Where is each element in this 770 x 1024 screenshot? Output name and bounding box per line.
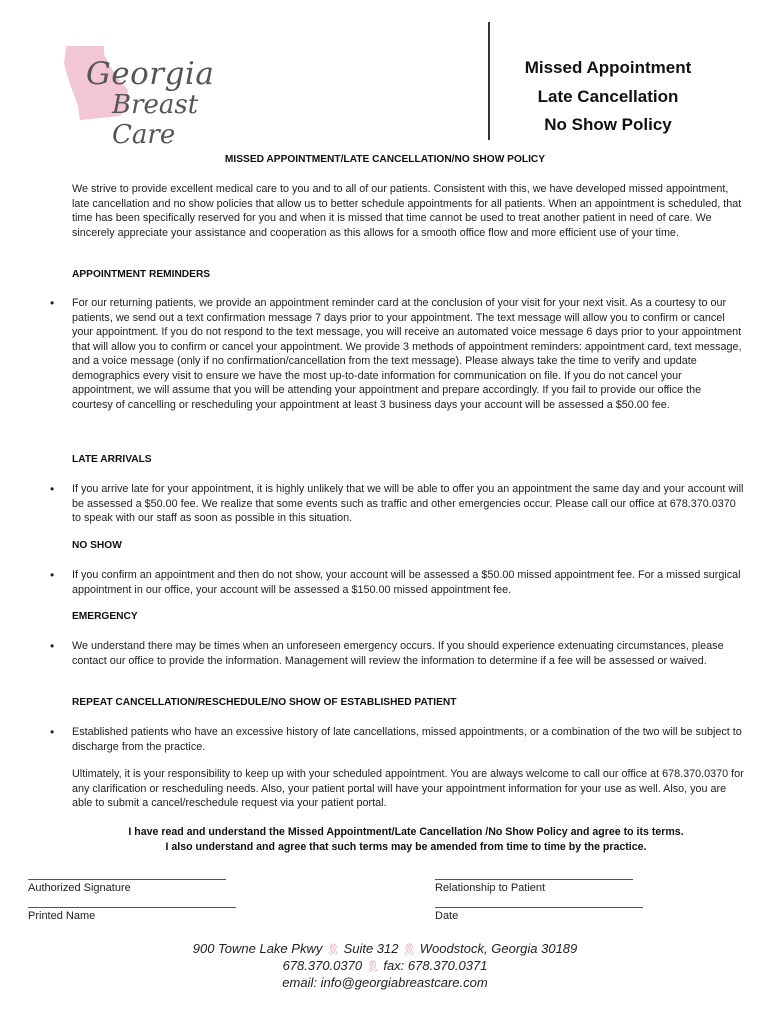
section-text-repeat: Established patients who have an excessive history of late cancellations, missed appointments, or a combination of the two will be subject to discharge from the practice.	[72, 726, 742, 753]
footer-city: Woodstock, Georgia 30189	[419, 941, 578, 956]
ribbon-icon: 🎗	[325, 944, 340, 956]
footer-phone: 678.370.0370	[282, 958, 363, 973]
footer	[0, 941, 770, 991]
ack-line-2: I also understand and agree that such terms may be amended from time to time by the practice.	[165, 840, 647, 853]
section-heading-emergency: EMERGENCY	[72, 611, 138, 622]
section-heading-no-show: NO SHOW	[72, 540, 122, 551]
logo-text-breast-care: Breast Care	[112, 90, 199, 150]
section-heading-reminders: APPOINTMENT REMINDERS	[72, 269, 211, 280]
bullet: •	[50, 568, 55, 582]
footer-contact	[0, 958, 770, 975]
section-text-no-show: If you confirm an appointment and then do not show, your account will be assessed a $50.00 missed appointment fee. For a missed surgical appointment in our office, your account will be assessed a $150.00 missed appointment fee.	[72, 569, 741, 596]
section-text-reminders: For our returning patients, we provide an appointment reminder card at the conclusion of your visit for your next visit. As a courtesy to our patients, we send out a text confirmation message 7 days prior to your appointment. The text message will allow you to confirm or cancel your appointment. If you do not respond to the text message, you will receive an automated voice message 6 days prior to your appointment that will allow you to confirm or cancel your appointment. We provide 3 methods of appointment reminders: appointment card, text message, and a voice message (only if no confirmation/cancellation from the text message). Please always take the time to verify and update demographics every visit to ensure we have the most up-to-date information for communication on file. If you do not cancel your appointment, we will assume that you will be attending your appointment and prepare accordingly. If you fail to provide our office the courtesy of cancelling or rescheduling your appointment at least 3 business days your account will be assessed a $50.00 fee.	[72, 297, 742, 411]
authorized-signature-line[interactable]	[28, 879, 226, 880]
ribbon-icon: 🎗	[402, 944, 417, 956]
header-divider	[488, 22, 490, 140]
closing-paragraph: Ultimately, it is your responsibility to keep up with your scheduled appointment. You are always welcome to call our office at 678.370.0370 for any clarification or rescheduling needs. Also, your patient portal will have your appointment information for your use as well. Also, you are able to submit a cancel/reschedule request via your patient portal.	[72, 768, 744, 809]
date-label: Date	[435, 910, 459, 922]
printed-name-line[interactable]	[28, 907, 236, 908]
relationship-line[interactable]	[435, 879, 633, 880]
intro-paragraph: We strive to provide excellent medical care to you and to all of our patients. Consistent with this, we have developed missed appointment, late cancellation and no show policies that allow us to better schedule appointments for all patients. When an appointment is scheduled, that time has been specifically reserved for you and when it is missed that time cannot be used to treat another patient in need of care. We sincerely appreciate your assistance and cooperation as this allows for a smooth office flow and more efficient use of your time.	[72, 183, 742, 239]
page-title	[500, 54, 716, 140]
title-line-1: Missed Appointment	[524, 58, 692, 77]
section-text-late-arrivals: If you arrive late for your appointment, it is highly unlikely that we will be able to offer you an appointment the same day and your account will be assessed a $50.00 fee. We realize that some events such as traffic and other emergencies occur. Please call our office at 678.370.0370 to speak with our staff as soon as possible in this situation.	[72, 483, 744, 524]
ack-line-1: I have read and understand the Missed Appointment/Late Cancellation /No Show Policy and agree to its terms.	[128, 826, 684, 838]
acknowledgement	[0, 825, 770, 854]
bullet: •	[50, 296, 55, 310]
footer-street: 900 Towne Lake Pkwy	[192, 941, 323, 956]
bullet: •	[50, 725, 55, 739]
date-line[interactable]	[435, 907, 643, 908]
ribbon-icon: 🎗	[365, 961, 380, 973]
footer-email: email: info@georgiabreastcare.com	[282, 975, 488, 990]
section-heading-repeat: REPEAT CANCELLATION/RESCHEDULE/NO SHOW OF ESTABLISHED PATIENT	[72, 697, 457, 708]
footer-suite: Suite 312	[343, 941, 399, 956]
title-line-3: No Show Policy	[544, 115, 672, 134]
relationship-label: Relationship to Patient	[435, 882, 546, 894]
title-line-2: Late Cancellation	[537, 86, 679, 106]
footer-fax: fax: 678.370.0371	[383, 958, 488, 973]
section-heading-late-arrivals: LATE ARRIVALS	[72, 454, 152, 465]
printed-name-label: Printed Name	[28, 910, 96, 922]
authorized-signature-label: Authorized Signature	[28, 882, 131, 894]
footer-address	[0, 941, 770, 958]
logo	[62, 44, 262, 150]
section-text-emergency: We understand there may be times when an unforeseen emergency occurs. If you should experience extenuating circumstances, please contact our office to provide the information. Management will review the information to determine if a fee will be assessed or waived.	[72, 640, 724, 667]
logo-text-georgia: Georgia	[86, 56, 215, 92]
bullet: •	[50, 482, 55, 496]
bullet: •	[50, 639, 55, 653]
policy-main-title: MISSED APPOINTMENT/LATE CANCELLATION/NO SHOW POLICY	[224, 154, 546, 165]
